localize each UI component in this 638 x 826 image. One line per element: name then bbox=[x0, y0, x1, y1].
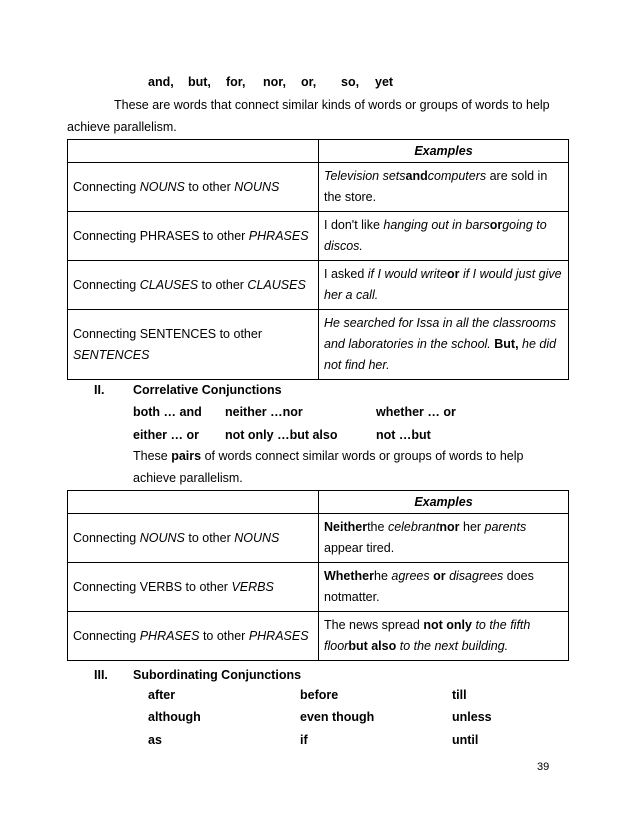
relationship-cell bbox=[68, 212, 319, 261]
text-run: does notmatter. bbox=[324, 569, 534, 604]
example-cell bbox=[319, 212, 569, 261]
table-row bbox=[68, 514, 569, 563]
section-heading-subordinating: Subordinating Conjunctions bbox=[133, 668, 302, 682]
pair-both-and: both … and bbox=[133, 405, 202, 419]
pair-whether-or: whether … or bbox=[376, 405, 456, 419]
table-row bbox=[68, 261, 569, 310]
table-row bbox=[68, 612, 569, 661]
text-run: PHRASES bbox=[139, 628, 200, 643]
word-yet: yet bbox=[375, 75, 394, 89]
relationship-cell bbox=[68, 563, 319, 612]
text-run: or bbox=[489, 218, 503, 232]
text-run: to other bbox=[199, 628, 249, 643]
text-run: but also bbox=[348, 639, 397, 653]
pair-either-or: either … or bbox=[133, 428, 199, 442]
sub-word-as: as bbox=[148, 733, 162, 747]
text-run: PHRASES bbox=[248, 628, 309, 643]
text-run: to the fifth floor bbox=[324, 618, 531, 653]
word-nor: nor, bbox=[263, 75, 286, 89]
table-header-row bbox=[68, 491, 569, 514]
table-row bbox=[68, 163, 569, 212]
text-run: VERBS bbox=[231, 579, 274, 594]
text-run: and bbox=[405, 169, 428, 183]
coordinating-description-line1: These are words that connect similar kinds of words or groups of words to help bbox=[114, 98, 550, 112]
example-cell bbox=[319, 563, 569, 612]
text-run: if I would just give her a call. bbox=[324, 267, 562, 302]
sub-word-until: until bbox=[452, 733, 479, 747]
example-cell bbox=[319, 514, 569, 563]
text-run: Connecting PHRASES to other bbox=[73, 228, 249, 243]
text-run: nor bbox=[439, 520, 460, 534]
example-cell bbox=[319, 261, 569, 310]
text-run: Connecting bbox=[73, 530, 140, 545]
example-cell bbox=[319, 163, 569, 212]
text-run: if I would write bbox=[367, 267, 447, 281]
coordinating-examples-table bbox=[67, 139, 569, 380]
page-number: 39 bbox=[537, 761, 550, 773]
word-so: so, bbox=[341, 75, 360, 89]
word-for: for, bbox=[226, 75, 246, 89]
text-run: agrees bbox=[391, 569, 430, 583]
example-cell bbox=[319, 612, 569, 661]
text-run: Connecting VERBS to other bbox=[73, 579, 232, 594]
text-run: appear tired. bbox=[324, 541, 395, 555]
text-run: Television sets bbox=[324, 169, 406, 183]
table-row bbox=[68, 212, 569, 261]
text-run: going to discos. bbox=[324, 218, 547, 253]
text-run: the bbox=[367, 520, 388, 534]
text-run: CLAUSES bbox=[139, 277, 199, 292]
desc-post: of words connect similar words or groups of words to help bbox=[201, 449, 524, 463]
text-run: computers bbox=[427, 169, 487, 183]
table-body bbox=[68, 514, 569, 661]
text-run: he did not find her. bbox=[324, 337, 557, 372]
text-run: Connecting bbox=[73, 179, 140, 194]
sub-word-till: till bbox=[452, 688, 467, 702]
table-row bbox=[68, 563, 569, 612]
word-but: but, bbox=[188, 75, 211, 89]
text-run: to other bbox=[198, 277, 248, 292]
text-run: I asked bbox=[324, 267, 368, 281]
text-run: Connecting SENTENCES to other bbox=[73, 326, 262, 341]
text-run: to other bbox=[184, 530, 235, 545]
section-numeral-ii: II. bbox=[94, 383, 105, 397]
text-run: disagrees bbox=[449, 569, 504, 583]
table-body bbox=[68, 163, 569, 380]
word-and: and, bbox=[148, 75, 174, 89]
text-run: The news spread bbox=[324, 618, 424, 632]
text-run: he bbox=[374, 569, 392, 583]
table-header-empty bbox=[68, 140, 319, 163]
text-run: NOUNS bbox=[234, 530, 280, 545]
pair-neither-nor: neither …nor bbox=[225, 405, 303, 419]
desc-pre: These bbox=[133, 449, 172, 463]
relationship-cell bbox=[68, 514, 319, 563]
text-run: He searched for Issa in all the classrooms and laboratories in the school. bbox=[324, 316, 557, 351]
sub-word-if: if bbox=[300, 733, 308, 747]
text-run: or bbox=[446, 267, 460, 281]
text-run: SENTENCES bbox=[73, 347, 150, 362]
table-header-empty bbox=[68, 491, 319, 514]
text-run: But, bbox=[490, 337, 519, 351]
text-run: parents bbox=[484, 520, 527, 534]
pair-not-but: not …but bbox=[376, 428, 431, 442]
table-row bbox=[68, 310, 569, 380]
correlative-description-line1 bbox=[133, 449, 523, 463]
relationship-cell bbox=[68, 163, 319, 212]
table-header-row bbox=[68, 140, 569, 163]
text-run: to the next building. bbox=[396, 639, 509, 653]
table-header-examples: Examples bbox=[319, 491, 569, 514]
text-run: celebrant bbox=[387, 520, 440, 534]
sub-word-before: before bbox=[300, 688, 339, 702]
text-run: I don't like bbox=[324, 218, 384, 232]
table-header-examples: Examples bbox=[319, 140, 569, 163]
relationship-cell bbox=[68, 612, 319, 661]
text-run: her bbox=[459, 520, 485, 534]
sub-word-after: after bbox=[148, 688, 176, 702]
relationship-cell bbox=[68, 310, 319, 380]
text-run: hanging out in bars bbox=[383, 218, 490, 232]
text-run: Whether bbox=[324, 569, 374, 583]
text-run: NOUNS bbox=[139, 530, 185, 545]
relationship-cell bbox=[68, 261, 319, 310]
text-run: Neither bbox=[324, 520, 368, 534]
coordinating-description-line2: achieve parallelism. bbox=[67, 120, 177, 134]
text-run: to other bbox=[184, 179, 235, 194]
text-run: not only bbox=[423, 618, 472, 632]
text-run: PHRASES bbox=[248, 228, 309, 243]
section-heading-correlative: Correlative Conjunctions bbox=[133, 383, 282, 397]
text-run: CLAUSES bbox=[247, 277, 306, 292]
desc-bold: pairs bbox=[171, 449, 202, 463]
text-run: NOUNS bbox=[139, 179, 185, 194]
text-run: Connecting bbox=[73, 277, 140, 292]
sub-word-even-though: even though bbox=[300, 710, 375, 724]
word-or: or, bbox=[301, 75, 317, 89]
correlative-examples-table bbox=[67, 490, 569, 661]
text-run: NOUNS bbox=[234, 179, 280, 194]
sub-word-although: although bbox=[148, 710, 201, 724]
sub-word-unless: unless bbox=[452, 710, 492, 724]
section-numeral-iii: III. bbox=[94, 668, 108, 682]
example-cell bbox=[319, 310, 569, 380]
text-run: Connecting bbox=[73, 628, 140, 643]
text-run: are sold in the store. bbox=[324, 169, 548, 204]
correlative-description-line2: achieve parallelism. bbox=[133, 471, 243, 485]
pair-not-only-but-also: not only …but also bbox=[225, 428, 338, 442]
text-run: or bbox=[429, 569, 450, 583]
